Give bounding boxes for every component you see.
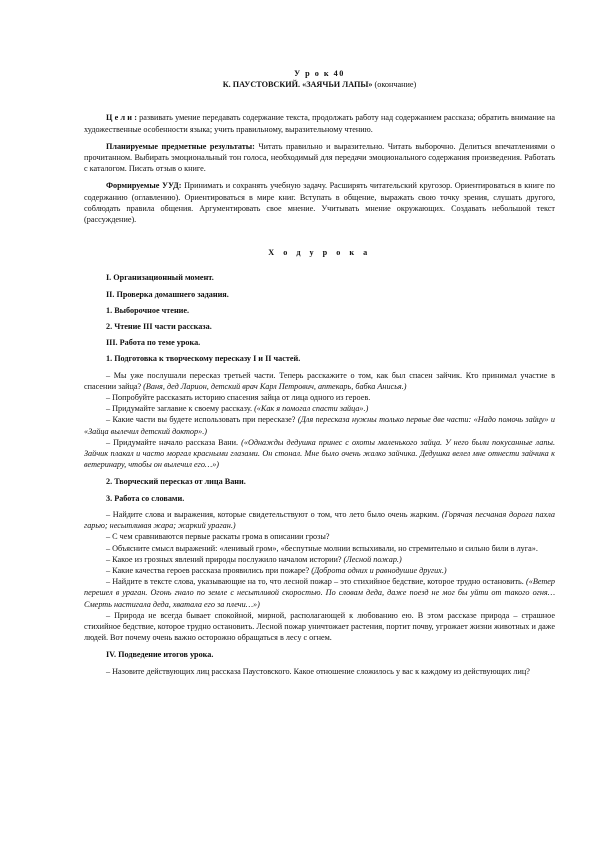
uud-label: Формируемые УУД: xyxy=(106,181,182,191)
section-4-text: IV. Подведение итогов урока. xyxy=(106,650,214,660)
section-2-1-text: 1. Выборочное чтение. xyxy=(106,305,190,315)
section-3-2-text: 2. Творческий пересказ от лица Вани. xyxy=(106,477,246,487)
section-1 xyxy=(84,272,555,283)
question-5 xyxy=(84,437,555,471)
lesson-title xyxy=(84,79,555,90)
question-5-text: – Придумайте начало рассказа Вани. xyxy=(106,437,239,447)
word-task-3 xyxy=(84,543,555,554)
word-task-1 xyxy=(84,509,555,531)
final-question xyxy=(84,666,555,677)
goals-paragraph xyxy=(84,112,555,134)
word-task-1-text: – Найдите слова и выражения, которые свидетельствуют о том, что лето было очень жарким. xyxy=(106,509,440,519)
word-task-5 xyxy=(84,565,555,576)
section-3-1 xyxy=(84,353,555,364)
question-1-text: – Мы уже послушали пересказ третьей части. Теперь расскажите о том, как был спасен зайчик. Кто принимал участие в спасении зайца? xyxy=(84,370,555,391)
section-3-3-text: 3. Работа со словами. xyxy=(106,493,185,503)
question-3 xyxy=(84,403,555,414)
goals-text: развивать умение передавать содержание текста, продолжать работу над содержанием рассказа; обратить внимание на художественные особенности языка; учить правильному, выразительному чтению. xyxy=(84,113,556,134)
word-task-2-text: – С чем сравниваются первые раскаты грома в описании грозы? xyxy=(106,532,330,542)
uud-text: Принимать и сохранять учебную задачу. Расширять читательский кругозор. Ориентироваться в книге по содержанию (оглавлению). Ориентироваться в мире книг. Вступать в общение, выражать свою точку зрения, слушать другого, соблюдать правила общения. Аргументировать свое мнение. Учитывать мнение окружающих. Создавать небольшой текст (рассуждение). xyxy=(84,181,555,225)
section-2-2-text: 2. Чтение III части рассказа. xyxy=(106,322,212,332)
section-4 xyxy=(84,649,555,660)
section-2-1 xyxy=(84,305,555,316)
section-3-1-text: 1. Подготовка к творческому пересказу I и II частей. xyxy=(106,354,301,364)
word-task-5-answer: (Доброта одних и равнодушие других.) xyxy=(311,565,447,575)
subject-results-text: Читать правильно и выразительно. Читать выборочно. Делиться впечатлениями о прочитанном. Выбирать эмоциональный тон голоса, необходимый для передачи эмоционального содержания произведения. Работать с каталогом. Писать отзыв о книге. xyxy=(84,141,556,174)
word-task-4 xyxy=(84,554,555,565)
word-task-7-text: – Природа не всегда бывает спокойной, мирной, располагающей к любованию ею. В этом рассказе природа – страшное стихийное бедствие, которое трудно остановить. Лесной пожар уничтожает растения, портит почву, угрожает жизни животных и даже людей. Вот почему очень важно осторожно обращаться в лесу с огнем. xyxy=(84,610,555,643)
question-2 xyxy=(84,392,555,403)
section-2-2 xyxy=(84,321,555,332)
section-2-text: II. Проверка домашнего задания. xyxy=(106,289,229,299)
section-1-text: I. Организационный момент. xyxy=(106,273,214,283)
lesson-number: У р о к 40 xyxy=(294,69,345,78)
word-task-2 xyxy=(84,531,555,542)
word-task-5-text: – Какие качества героев рассказа проявились при пожаре? xyxy=(106,565,310,575)
course-heading: Х о д у р о к а xyxy=(268,248,371,258)
word-task-3-text: – Объясните смысл выражений: «ленивый гром», «беспутные молнии вспыхивали, но стремительно и сильно били в луга». xyxy=(106,543,538,553)
question-4-text: – Какие части вы будете использовать при пересказе? xyxy=(106,415,296,425)
subject-results-paragraph xyxy=(84,141,555,175)
section-3-2 xyxy=(84,476,555,487)
lesson-title-main: К. ПАУСТОВСКИЙ. «ЗАЯЧЬИ ЛАПЫ» xyxy=(222,80,373,90)
lesson-title-sub: (окончание) xyxy=(374,80,417,90)
subject-results-label: Планируемые предметные результаты: xyxy=(106,141,255,151)
section-2 xyxy=(84,289,555,300)
section-3-text: III. Работа по теме урока. xyxy=(106,338,201,348)
goals-label: Ц е л и : xyxy=(106,113,137,123)
word-task-4-answer: (Лесной пожар.) xyxy=(343,554,402,564)
word-task-4-text: – Какое из грозных явлений природы послужило началом истории? xyxy=(106,554,342,564)
word-task-6-answer: («Ветер перешел в ураган. Огонь гнало по земле с несытливой скоростью. По словам деда, даже поезд не мог бы уйти от такого огня… Смерть настигала деда, хватала его за плечи…») xyxy=(84,577,555,609)
word-task-6 xyxy=(84,576,555,610)
section-3 xyxy=(84,337,555,348)
question-4 xyxy=(84,414,555,436)
question-1 xyxy=(84,370,555,392)
question-5-answer: («Однажды дедушка принес с охоты маленького зайца. У него были покусанные лапы. Зайчик плакал и часто моргал красными глазами. Он стонал. Мне было очень жалко зайчика. Дедушка велел мне отнести зайчика к ветеринару, чтобы он вылечил его…») xyxy=(84,437,556,470)
section-3-3 xyxy=(84,493,555,504)
final-question-text: – Назовите действующих лиц рассказа Паустовского. Какое отношение сложилось у вас к каждому из действующих лиц? xyxy=(106,666,530,676)
word-task-7 xyxy=(84,610,555,644)
word-task-1-answer: (Горячая песчаная дорога пахла гарью; несытливая жара; жаркий ураган.) xyxy=(84,509,556,531)
question-3-answer: («Как я помогал спасти зайца».) xyxy=(254,404,369,414)
question-2-text: – Попробуйте рассказать историю спасения зайца от лица одного из героев. xyxy=(106,393,371,403)
question-4-answer: (Для пересказа нужны только первые две части: «Надо помочь зайцу» и «Зайца вылечил детский доктор».) xyxy=(84,415,555,436)
uud-paragraph xyxy=(84,180,555,225)
question-3-text: – Придумайте заглавие к своему рассказу. xyxy=(106,404,253,414)
document-content xyxy=(84,68,555,677)
question-1-answer: (Ваня, дед Ларион, детский врач Карл Петрович, аптекарь, бабка Анисья.) xyxy=(143,381,407,391)
word-task-6-text: – Найдите в тексте слова, указывающие на то, что лесной пожар – это стихийное бедствие, которое трудно остановить. xyxy=(106,577,524,587)
